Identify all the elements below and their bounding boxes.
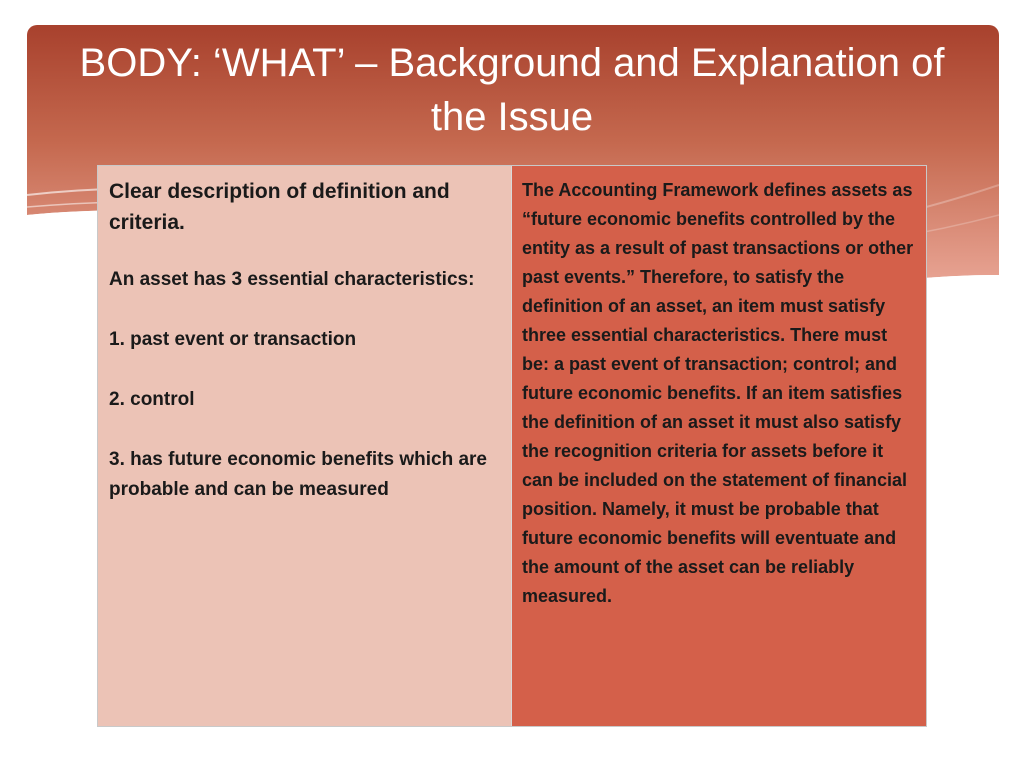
characteristic-item: 1. past event or transaction xyxy=(109,329,357,350)
characteristics-intro: An asset has 3 essential characteristics: xyxy=(109,269,475,290)
explanation-text: The Accounting Framework defines assets as “future economic benefits controlled by the entity as a result of past transactions or other past events.” Therefore, to satisfy the definition of an asset, an item must satisfy three essential characteristics. There must be: a past event of transaction; control; and future economic benefits. If an item satisfies the definition of an asset it must also satisfy the recognition criteria for assets before it can be included on the statement of financial position. Namely, it must be probable that future economic benefits will eventuate and the amount of the asset can be reliably measured. xyxy=(522,180,914,606)
slide-title: BODY: ‘WHAT’ – Background and Explanation of the Issue xyxy=(79,41,945,139)
definition-cell xyxy=(98,166,512,726)
characteristic-item: 3. has future economic benefits which are probable and can be measured xyxy=(109,449,487,500)
explanation-cell xyxy=(512,166,926,726)
definition-heading: Clear description of definition and criteria. xyxy=(109,180,450,234)
characteristic-item: 2. control xyxy=(109,389,195,410)
content-table xyxy=(97,165,927,727)
